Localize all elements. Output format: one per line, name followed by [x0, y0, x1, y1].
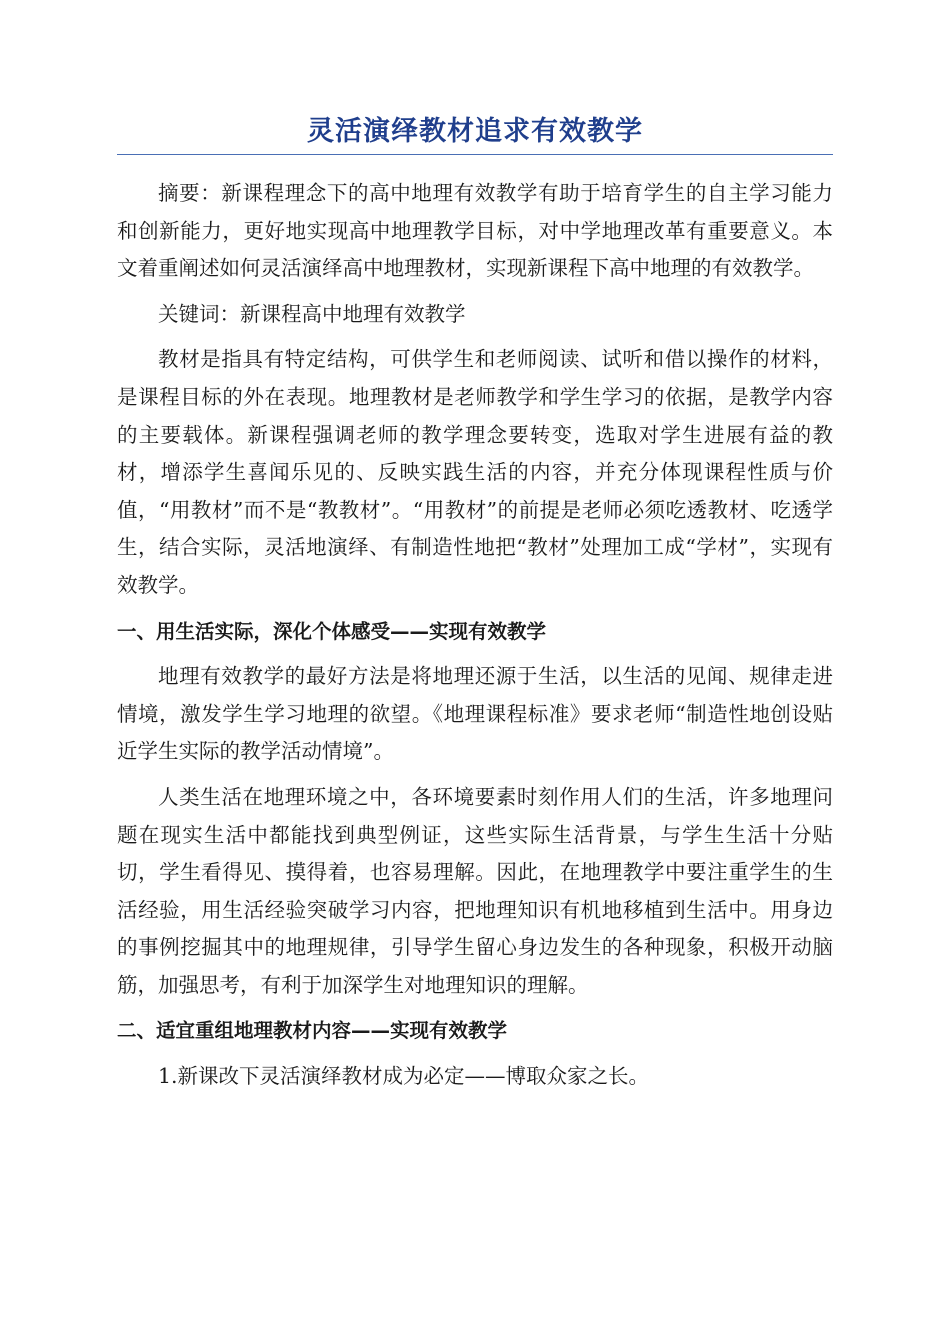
intro-paragraph: 教材是指具有特定结构，可供学生和老师阅读、试听和借以操作的材料，是课程目标的外在表现。地理教材是老师教学和学生学习的依据，是教学内容的主要载体。新课程强调老师的教学理念要转变，选取对学生进展有益的教材，增添学生喜闻乐见的、反映实践生活的内容，并充分体现课程性质与价值，“用教材”而不是“教教材”。“用教材”的前提是老师必须吃透教材、吃透学生，结合实际，灵活地演绎、有制造性地把“教材”处理加工成“学材”，实现有效教学。: [117, 347, 833, 597]
document-title: 灵活演绎教材追求有效教学: [307, 116, 643, 147]
title-underline: [117, 154, 833, 155]
section-1-heading: 一、用生活实际，深化个体感受——实现有效教学: [117, 619, 547, 643]
keywords-paragraph: 关键词：新课程高中地理有效教学: [158, 301, 466, 326]
section-2-item-1: 1.新课改下灵活演绎教材成为必定——博取众家之长。: [158, 1064, 650, 1089]
section-1-paragraph-2: 人类生活在地理环境之中，各环境要素时刻作用人们的生活，许多地理问题在现实生活中都能找到典型例证，这些实际生活背景，与学生生活十分贴切，学生看得见、摸得着，也容易理解。因此，在地理教学中要注重学生的生活经验，用生活经验突破学习内容，把地理知识有机地移植到生活中。用身边的事例挖掘其中的地理规律，引导学生留心身边发生的各种现象，积极开动脑筋，加强思考，有利于加深学生对地理知识的理解。: [117, 784, 833, 997]
section-1-paragraph-1: 地理有效教学的最好方法是将地理还源于生活，以生活的见闻、规律走进情境，激发学生学习地理的欲望。《地理课程标准》要求老师“制造性地创设贴近学生实际的教学活动情境”。: [117, 664, 833, 764]
abstract-paragraph: 摘要：新课程理念下的高中地理有效教学有助于培育学生的自主学习能力和创新能力，更好地实现高中地理教学目标，对中学地理改革有重要意义。本文着重阐述如何灵活演绎高中地理教材，实现新课程下高中地理的有效教学。: [117, 181, 833, 281]
section-2-heading: 二、适宜重组地理教材内容——实现有效教学: [117, 1019, 508, 1043]
document-page: [117, 112, 833, 1096]
